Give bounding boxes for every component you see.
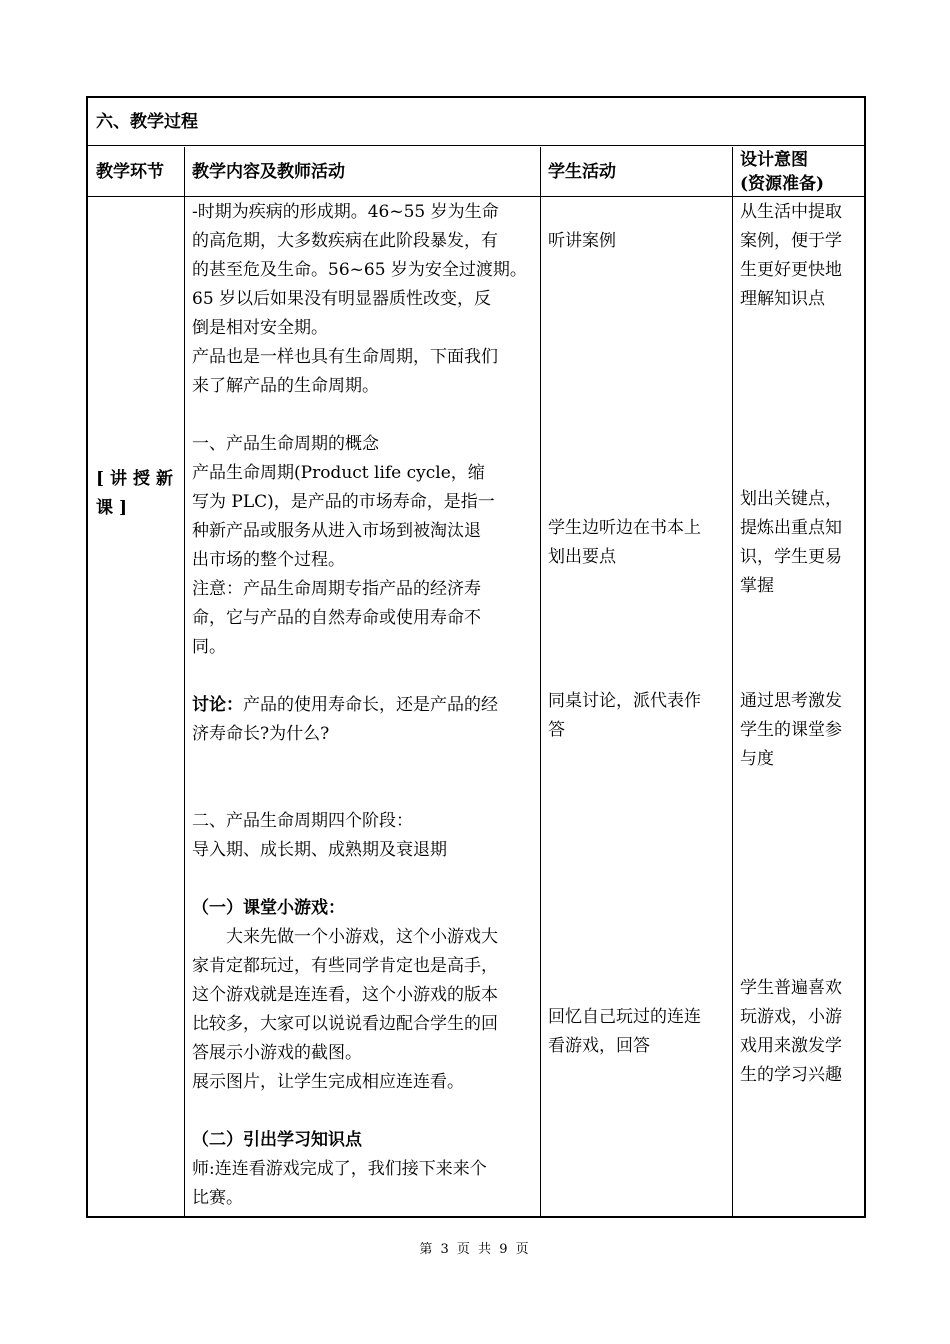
student-line: 同桌讨论，派代表作 <box>548 691 701 711</box>
content-line: 命，它与产品的自然寿命或使用寿命不 <box>192 608 481 628</box>
content-line: 同。 <box>192 637 226 657</box>
header-content: 教学内容及教师活动 <box>192 162 345 182</box>
table-divider <box>88 145 864 146</box>
intent-line: 玩游戏，小游 <box>740 1007 842 1027</box>
intent-line: 划出关键点， <box>740 489 842 509</box>
header-student: 学生活动 <box>548 162 616 182</box>
lesson-table <box>86 96 866 1218</box>
design-intent-1 <box>740 198 842 314</box>
header-intent-line2: (资源准备) <box>740 174 825 194</box>
student-line: 答 <box>548 720 565 740</box>
student-activity-1: 听讲案例 <box>548 231 616 251</box>
content-subheading: （二）引出学习知识点 <box>192 1130 362 1150</box>
content-line: 来了解产品的生命周期。 <box>192 376 379 396</box>
intent-line: 学生普遍喜欢 <box>740 978 842 998</box>
design-intent-3 <box>740 687 842 774</box>
intent-line: 通过思考激发 <box>740 691 842 711</box>
content-heading: 二、产品生命周期四个阶段： <box>192 811 413 831</box>
content-line: 比较多，大家可以说说看边配合学生的回 <box>192 1014 498 1034</box>
content-column <box>192 198 536 1213</box>
content-line: 注意：产品生命周期专指产品的经济寿 <box>192 579 481 599</box>
content-line: 产品生命周期(Product life cycle，缩 <box>192 463 485 483</box>
content-line: 写为 PLC)，是产品的市场寿命，是指一 <box>192 492 495 512</box>
intent-line: 提炼出重点知 <box>740 518 842 538</box>
design-intent-4 <box>740 974 842 1090</box>
student-line: 看游戏，回答 <box>548 1036 650 1056</box>
student-activity-4 <box>548 1003 701 1061</box>
table-divider <box>88 196 864 197</box>
content-heading: 一、产品生命周期的概念 <box>192 434 379 454</box>
intent-line: 学生的课堂参 <box>740 720 842 740</box>
discussion-line <box>192 691 536 720</box>
content-line: 比赛。 <box>192 1188 243 1208</box>
student-line: 回忆自己玩过的连连 <box>548 1007 701 1027</box>
student-line: 划出要点 <box>548 547 616 567</box>
content-line: 倒是相对安全期。 <box>192 318 328 338</box>
discussion-label: 讨论： <box>192 695 243 715</box>
stage-line: 课] <box>96 498 134 518</box>
content-line: 的高危期，大多数疾病在此阶段暴发，有 <box>192 231 498 251</box>
column-divider <box>184 147 185 1216</box>
intent-line: 戏用来激发学 <box>740 1036 842 1056</box>
page-footer: 第 3 页 共 9 页 <box>419 1242 531 1257</box>
column-divider <box>732 147 733 1216</box>
stage-label <box>96 465 179 523</box>
student-activity-2 <box>548 514 701 572</box>
content-line: 这个游戏就是连连看，这个小游戏的版本 <box>192 985 498 1005</box>
content-line: 答展示小游戏的截图。 <box>192 1043 362 1063</box>
intent-line: 从生活中提取 <box>740 202 842 222</box>
column-divider <box>540 147 541 1216</box>
student-line: 学生边听边在书本上 <box>548 518 701 538</box>
student-activity-3 <box>548 687 701 745</box>
content-line: 济寿命长?为什么? <box>192 724 330 744</box>
discussion-text: 产品的使用寿命长，还是产品的经 <box>243 695 498 715</box>
content-line: 种新产品或服务从进入市场到被淘汰退 <box>192 521 481 541</box>
header-intent <box>740 148 824 196</box>
intent-line: 识，学生更易 <box>740 547 842 567</box>
intent-line: 理解知识点 <box>740 289 825 309</box>
content-line: 家肯定都玩过，有些同学肯定也是高手， <box>192 956 498 976</box>
header-intent-line1: 设计意图 <box>740 150 808 170</box>
intent-line: 掌握 <box>740 576 774 596</box>
header-stage: 教学环节 <box>96 162 164 182</box>
content-line: 产品也是一样也具有生命周期，下面我们 <box>192 347 498 367</box>
content-line: 展示图片，让学生完成相应连连看。 <box>192 1072 464 1092</box>
content-line: 65 岁以后如果没有明显器质性改变，反 <box>192 289 492 309</box>
intent-line: 与度 <box>740 749 774 769</box>
intent-line: 生的学习兴趣 <box>740 1065 842 1085</box>
content-line: 出市场的整个过程。 <box>192 550 345 570</box>
content-line: -时期为疾病的形成期。46~55 岁为生命 <box>192 202 499 222</box>
intent-line: 案例，便于学 <box>740 231 842 251</box>
content-subheading: （一）课堂小游戏： <box>192 898 345 918</box>
section-title: 六、教学过程 <box>96 112 198 132</box>
content-line: 大来先做一个小游戏，这个小游戏大 <box>226 927 498 947</box>
design-intent-2 <box>740 485 842 601</box>
intent-line: 生更好更快地 <box>740 260 842 280</box>
stage-line: [讲授新 <box>96 469 180 489</box>
content-line: 导入期、成长期、成熟期及衰退期 <box>192 840 447 860</box>
content-line: 的甚至危及生命。56~65 岁为安全过渡期。 <box>192 260 527 280</box>
content-line: 师:连连看游戏完成了，我们接下来来个 <box>192 1159 487 1179</box>
